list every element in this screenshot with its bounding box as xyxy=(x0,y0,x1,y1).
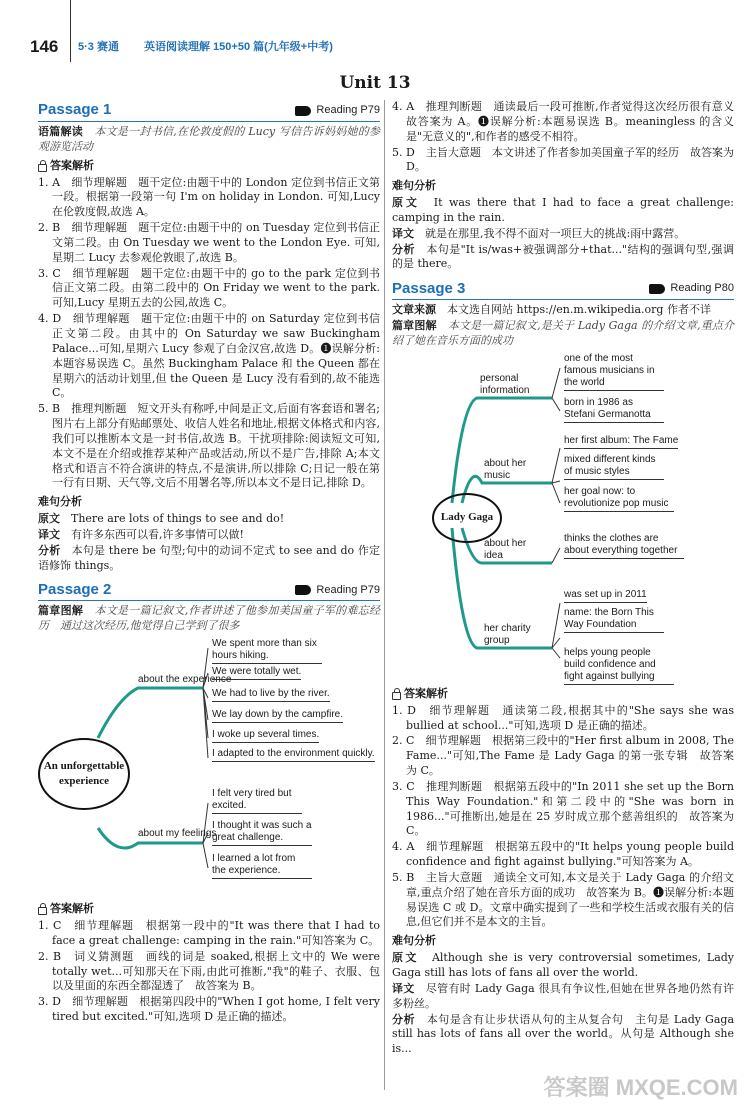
mind-map-leaf: I learned a lot from the experience. xyxy=(212,853,312,879)
passage-title: Passage 3 xyxy=(392,279,466,297)
pointing-hand-icon xyxy=(295,585,311,595)
passage-2-header xyxy=(38,579,380,601)
answer-item: 4. D 细节理解题 题干定位:由题干中的 on Saturday 定位到书信正文第二段。由其中的 On Saturday we saw Buckingham Palace...可知,星期六 Lucy 参观了白金汉宫,故选 D。❶误解分析:本题容易误选 C。虽然 Buckingham Palace 和 the Queen 都在星期六的活动计划里,但 the Queen 是 Lucy 没有看到的,故不能选 C。 xyxy=(38,312,380,400)
right-column xyxy=(392,100,745,1058)
answer-item: 5. D 主旨大意题 本文讲述了作者参加美国童子军的经历 故答案为 D。 xyxy=(392,145,734,174)
passage-1-header xyxy=(38,100,380,122)
answer-item: 1. D 细节理解题 通读第二段,根据其中的"She says she was bullied at school..."可知,选项 D 是正确的描述。 xyxy=(392,703,734,732)
mind-map-leaf: her first album: The Fame xyxy=(564,435,678,449)
translation: 译文 就是在那里,我不得不面对一项巨大的挑战:雨中露营。 xyxy=(392,226,686,240)
answer-item: 4. A 细节理解题 根据第五段中的"It helps young people build confidence and fight against bullying."可知答案为 A。 xyxy=(392,840,734,869)
answer-item: 3. D 细节理解题 根据第四段中的"When I got home, I felt very tired but excited."可知,选项 D 是正确的描述。 xyxy=(38,995,380,1024)
branch-label: about her music xyxy=(484,457,527,481)
unit-title: Unit 13 xyxy=(339,73,411,93)
mind-map-leaf: was set up in 2011 xyxy=(564,589,647,603)
mind-map-center: Lady Gaga xyxy=(432,493,502,543)
answer-item: 1. A 细节理解题 题干定位:由题干中的 London 定位到书信正文第一段。根据第一段第一句 I'm on holiday in London. 可知,Lucy 在伦敦度假,故选 A。 xyxy=(38,175,380,219)
branch-label: about her idea xyxy=(484,537,527,561)
answer-section-header: 答案解析 xyxy=(392,687,734,702)
original-sentence: 原文 Although she is very controversial sometimes, Lady Gaga still has lots of fans all over the world. xyxy=(392,951,735,979)
page-number: 146 xyxy=(30,37,59,56)
lock-icon xyxy=(38,164,47,172)
reading-ref: Reading P79 xyxy=(316,583,380,596)
mind-map-leaf: I adapted to the environment quickly. xyxy=(212,748,375,762)
answer-section-header: 答案解析 xyxy=(38,159,380,174)
passage-intro: 语篇解读 本文是一封书信,在伦敦度假的 Lucy 写信告诉妈妈她的参观游览活动 xyxy=(38,125,381,153)
mind-map-leaf: I thought it was such a great challenge. xyxy=(212,820,312,846)
left-column xyxy=(38,100,380,1026)
column-divider xyxy=(384,100,385,1090)
branch-label: about the experience xyxy=(138,674,232,686)
article-source: 文章来源 本文选自网站 https://en.m.wikipedia.org 作者不详 xyxy=(392,303,711,317)
reading-ref: Reading P79 xyxy=(316,104,380,117)
reading-ref: Reading P80 xyxy=(670,282,734,295)
analysis: 分析 本句是 there be 句型;句中的动词不定式 to see and do 作定语修饰 things。 xyxy=(38,543,381,572)
lock-icon xyxy=(392,692,401,700)
pointing-hand-icon xyxy=(649,284,665,294)
answer-item: 3. C 细节理解题 题干定位:由题干中的 go to the park 定位到书信正文第二段。由第二段中的 On Friday we went to the park. 可知,Lucy 星期五去的公园,故选 C。 xyxy=(38,266,380,310)
watermark: 答案圈 MXQE.COM xyxy=(543,1075,738,1101)
mind-map-center: An unforgettable experience xyxy=(38,738,130,810)
mind-map-leaf: her goal now: to revolutionize pop music xyxy=(564,486,674,512)
branch-label: her charity group xyxy=(484,622,531,646)
mind-map-leaf: We lay down by the campfire. xyxy=(212,709,343,723)
header-divider xyxy=(70,0,71,62)
answer-item: 3. C 推理判断题 根据第五段中的"In 2011 she set up the Born This Way Foundation."和第二段中的"She was born in 1986..."可推断出,她是在 25 岁时成立那个慈善组织的 故答案为 C。 xyxy=(392,779,734,838)
difficult-sentence-header: 难句分析 xyxy=(392,180,436,193)
mind-map-leaf: We were totally wet. xyxy=(212,666,301,680)
difficult-sentence-header: 难句分析 xyxy=(392,935,436,948)
pointing-hand-icon xyxy=(295,106,311,116)
mind-map-leaf: born in 1986 as Stefani Germanotta xyxy=(564,397,664,423)
mind-map-leaf: I felt very tired but excited. xyxy=(212,788,302,814)
answer-item: 1. C 细节理解题 根据第一段中的"It was there that I had to face a great challenge: camping in the rain."可知答案为 C。 xyxy=(38,919,380,947)
mind-map-leaf: mixed different kinds of music styles xyxy=(564,454,664,480)
mind-map-leaf: helps young people build confidence and fight against bullying xyxy=(564,647,674,685)
passage-intro: 篇章图解 本文是一篇记叙文,作者讲述了他参加美国童子军的难忘经历 通过这次经历,他觉得自己学到了很多 xyxy=(38,604,381,633)
analysis: 分析 本句是"It is/was+被强调部分+that..."结构的强调句型,强调的是 there。 xyxy=(392,242,735,271)
original-sentence: 原文 It was there that I had to face a great challenge: camping in the rain. xyxy=(392,196,734,224)
answer-item: 2. B 词义猜测题 画线的词是 soaked,根据上文中的 We were totally wet...可知那天在下雨,由此可推断,"我"的鞋子、衣服、包以及里面的东西全都湿透了 故答案为 B。 xyxy=(38,949,380,993)
brand-name: 5·3 赛通 xyxy=(78,41,119,53)
original-sentence: 原文 There are lots of things to see and do! xyxy=(38,512,285,526)
book-title: 英语阅读理解 150+50 篇(九年级+中考) xyxy=(144,41,333,53)
branch-label: personal information xyxy=(480,372,530,396)
translation: 译文 有许多东西可以看,许多事情可以做! xyxy=(38,527,244,541)
mind-map-leaf: one of the most famous musicians in the world xyxy=(564,353,664,391)
mind-map-leaf: We spent more than six hours hiking. xyxy=(212,638,322,664)
difficult-sentence-header: 难句分析 xyxy=(38,496,82,509)
answer-section-header: 答案解析 xyxy=(38,902,380,917)
lock-icon xyxy=(38,907,47,915)
passage-intro: 篇章图解 本文是一篇记叙文,是关于 Lady Gaga 的介绍文章,重点介绍了她在音乐方面的成功 xyxy=(392,319,735,347)
branch-label: about my feelings xyxy=(138,828,217,840)
answer-item: 4. A 推理判断题 通读最后一段可推断,作者觉得这次经历很有意义 故答案为 A。❶误解分析:本题易误选 B。meaningless 的含义是"无意义的",和作者的感受不相符。 xyxy=(392,100,745,143)
mind-map-leaf: thinks the clothes are about everything together xyxy=(564,533,684,559)
answer-item: 2. B 细节理解题 题干定位:由题干中的 on Tuesday 定位到书信正文第二段。由 On Tuesday we went to the London Eye. 可知,星期二 Lucy 去参观伦敦眼了,故选 B。 xyxy=(38,221,380,264)
answer-item: 5. B 推理判断题 短文开头有称呼,中间是正文,后面有客套语和署名;图片右上部分有贴邮票处、收信人姓名和地址,根据文体格式和内容,我们可以推断本文是一封书信,故选 B。干扰项排除:阅读短文可知,本文不是在介绍或推荐某种产品或活动,所以不是广告,排除 A;本文格式和语言不符合演讲的特点,不是演讲,所以排除 C;日记一般在第一行有日期、天气等,文后不用署名等,所以本文不是日记,排除 D。 xyxy=(38,402,380,490)
mind-map-leaf: name: the Born This Way Foundation xyxy=(564,607,664,633)
mind-map-leaf: We had to live by the river. xyxy=(212,688,330,702)
page-header xyxy=(0,0,750,62)
mind-map-leaf: I woke up several times. xyxy=(212,729,319,743)
analysis: 分析 本句是含有让步状语从句的主从复合句 主句是 Lady Gaga still has lots of fans all over the world。从句是 Although she is... xyxy=(392,1012,735,1056)
passage-title: Passage 1 xyxy=(38,101,112,119)
answer-item: 5. B 主旨大意题 通读全文可知,本文是关于 Lady Gaga 的介绍文章,重点介绍了她在音乐方面的成功 故答案为 B。❶误解分析:本题易误选 C 或 D。文章中确实提到了一些和学校生活或衣服有关的信息,但它们并不是本文的主旨。 xyxy=(392,870,734,929)
passage-3-header xyxy=(392,278,734,300)
mind-map-passage-3 xyxy=(392,353,734,683)
passage-title: Passage 2 xyxy=(38,580,112,598)
mind-map-passage-2 xyxy=(38,638,380,898)
answer-item: 2. C 细节理解题 根据第三段中的"Her first album in 2008, The Fame..."可知,The Fame 是 Lady Gaga 的第一张专辑 故答案为 C。 xyxy=(392,734,734,778)
translation: 译文 尽管有时 Lady Gaga 很具有争议性,但她在世界各地仍然有许多粉丝。 xyxy=(392,981,734,1010)
